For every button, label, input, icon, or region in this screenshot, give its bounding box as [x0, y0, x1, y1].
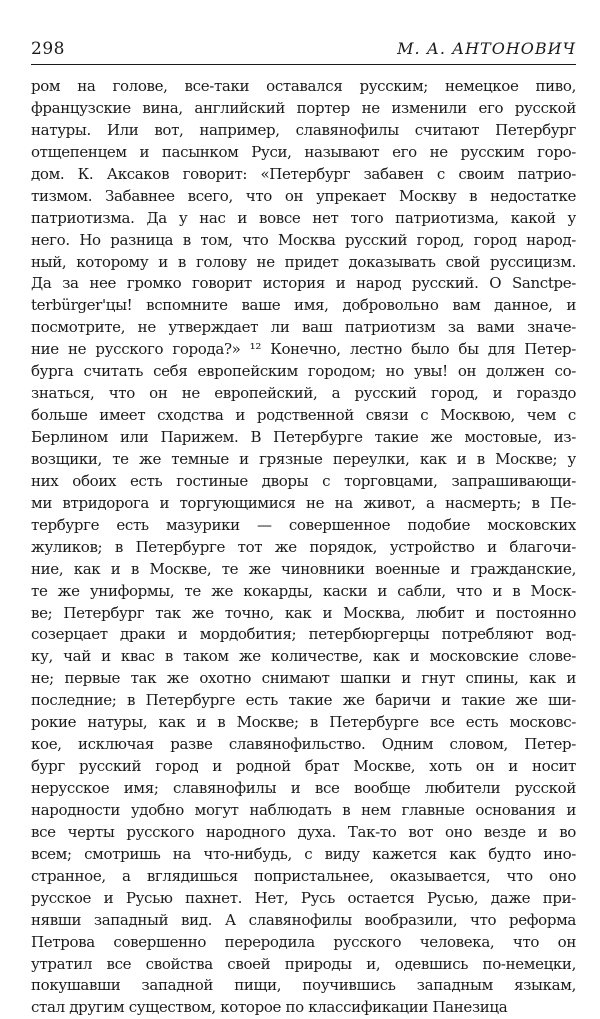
text-line: кое, исключая разве славянофильство. Одним словом, Петер-: [31, 735, 576, 754]
text-line: ве; Петербург так же точно, как и Москва, любит и постоянно: [31, 603, 576, 622]
text-line: патриотизма. Да у нас и вовсе нет того патриотизма, какой у: [31, 208, 576, 227]
text-line: ку, чай и квас в таком же количестве, как и московские слове-: [31, 647, 576, 666]
page-header: [31, 38, 576, 62]
text-line: стал другим существом, которое по классификации Панезица: [31, 998, 508, 1017]
text-line: дом. К. Аксаков говорит: «Петербург забавен с своим патрио-: [31, 164, 576, 183]
text-line: Да за нее громко говорит история и народ русский. О Sanctpe-: [31, 274, 576, 293]
text-line: бург русский город и родной брат Москве, хоть он и носит: [31, 757, 576, 776]
text-line: жуликов; в Петербурге тот же порядок, устройство и благочи-: [31, 537, 576, 556]
text-line: нявши западный вид. А славянофилы вообразили, что реформа: [31, 910, 576, 929]
text-line: тербурге есть мазурики — совершенное подобие московских: [31, 515, 576, 534]
text-line: terbürger'цы! вспомните ваше имя, добровольно вам данное, и: [31, 296, 576, 315]
text-line: всем; смотришь на что-нибудь, с виду кажется как будто ино-: [31, 844, 576, 863]
text-line: русское и Русью пахнет. Нет, Русь остается Русью, даже при-: [31, 888, 576, 907]
text-line: Петрова совершенно переродила русского человека, что он: [31, 932, 576, 951]
text-line: французские вина, английский портер не изменили его русской: [31, 98, 576, 117]
text-line: ный, которому и в голову не придет доказывать свой руссицизм.: [31, 252, 576, 271]
text-line: отщепенцем и пасынком Руси, называют его не русским горо-: [31, 142, 576, 161]
text-line: нерусское имя; славянофилы и все вообще любители русской: [31, 779, 576, 797]
text-line: тизмом. Забавнее всего, что он упрекает Москву в недостатке: [31, 186, 576, 205]
header-rule: [31, 64, 576, 65]
text-line: все черты русского народного духа. Так-то вот оно везде и во: [31, 822, 576, 841]
text-line: последние; в Петербурге есть такие же баричи и такие же ши-: [31, 691, 576, 710]
text-line: утратил все свойства своей природы и, одевшись по-немецки,: [31, 954, 576, 973]
text-line: них обоих есть гостиные дворы с торговцами, запрашивающи-: [31, 471, 576, 490]
body-text: [31, 76, 576, 1019]
text-line: Берлином или Парижем. В Петербурге такие же мостовые, из-: [31, 428, 576, 446]
text-line: натуры. Или вот, например, славянофилы считают Петербург: [31, 120, 576, 139]
running-head-author: М. А. АНТОНОВИЧ: [397, 39, 576, 58]
text-line: те же униформы, те же кокарды, каски и сабли, что и в Моск-: [31, 581, 576, 600]
text-line: ние, как и в Москве, те же чиновники военные и гражданские,: [31, 559, 576, 578]
text-line: посмотрите, не утверждает ли ваш патриотизм за вами значе-: [31, 318, 576, 337]
text-line: бурга считать себя европейским городом; но увы! он должен со-: [31, 362, 576, 381]
page-number: 298: [31, 39, 65, 59]
text-line: больше имеет сходства и родственной связи с Москвою, чем с: [31, 406, 576, 425]
text-line: рокие натуры, как и в Москве; в Петербурге все есть московс-: [31, 713, 576, 732]
text-line: не; первые так же охотно снимают шапки и гнут спины, как и: [31, 669, 576, 688]
text-line: него. Но разница в том, что Москва русский город, город народ-: [31, 230, 576, 249]
text-line: ние не русского города?» ¹² Конечно, лестно было бы для Петер-: [31, 340, 576, 359]
text-line: возщики, те же темные и грязные переулки, как и в Москве; у: [31, 449, 576, 468]
text-line: ми втридорога и торгующимися не на живот, а насмерть; в Пе-: [31, 493, 576, 512]
text-line: покушавши западной пищи, поучившись западным языкам,: [31, 976, 576, 995]
text-line: созерцает драки и мордобития; петербюргерцы потребляют вод-: [31, 625, 576, 644]
text-line: знаться, что он не европейский, а русский город, и гораздо: [31, 384, 576, 403]
text-line: странное, а вглядишься попристальнее, оказывается, что оно: [31, 866, 576, 885]
text-line: ром на голове, все-таки оставался русским; немецкое пиво,: [31, 77, 576, 95]
text-line: народности удобно могут наблюдать в нем главные основания и: [31, 800, 576, 819]
